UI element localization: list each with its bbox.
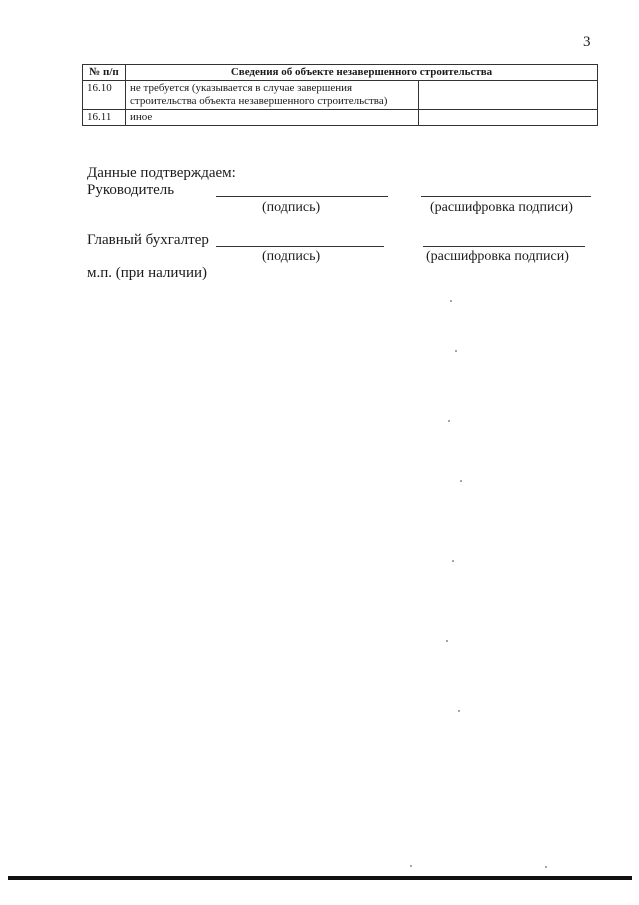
scan-bottom-edge (8, 876, 632, 880)
scan-speck (455, 350, 457, 352)
table-row (83, 81, 598, 110)
row-value (419, 81, 598, 110)
scan-speck (410, 865, 412, 867)
info-table (82, 64, 598, 126)
accountant-label: Главный бухгалтер (87, 232, 209, 248)
header-title: Сведения об объекте незавершенного строительства (126, 65, 598, 81)
director-signature-line (216, 196, 388, 197)
director-decoding-line (421, 196, 591, 197)
accountant-decoding-line (423, 246, 585, 247)
scan-speck (448, 420, 450, 422)
header-num: № п/п (83, 65, 126, 81)
scan-speck (460, 480, 462, 482)
director-signature-caption: (подпись) (262, 200, 321, 215)
row-value (419, 110, 598, 126)
scan-speck (450, 300, 452, 302)
table-row (83, 110, 598, 126)
row-num: 16.10 (83, 81, 126, 110)
scan-speck (458, 710, 460, 712)
row-text: иное (126, 110, 419, 126)
scan-speck (545, 866, 547, 868)
director-decoding-caption: (расшифровка подписи) (430, 200, 573, 215)
confirm-text: Данные подтверждаем: (87, 165, 236, 181)
director-label: Руководитель (87, 182, 175, 198)
row-num: 16.11 (83, 110, 126, 126)
page-number: 3 (583, 34, 591, 50)
accountant-decoding-caption: (расшифровка подписи) (426, 249, 569, 264)
stamp-text: м.п. (при наличии) (87, 265, 207, 281)
scan-speck (452, 560, 454, 562)
row-text: не требуется (указывается в случае завершения строительства объекта незавершенного строительства) (126, 81, 419, 110)
table-header-row (83, 65, 598, 81)
accountant-signature-caption: (подпись) (262, 249, 321, 264)
scan-speck (446, 640, 448, 642)
accountant-signature-line (216, 246, 384, 247)
